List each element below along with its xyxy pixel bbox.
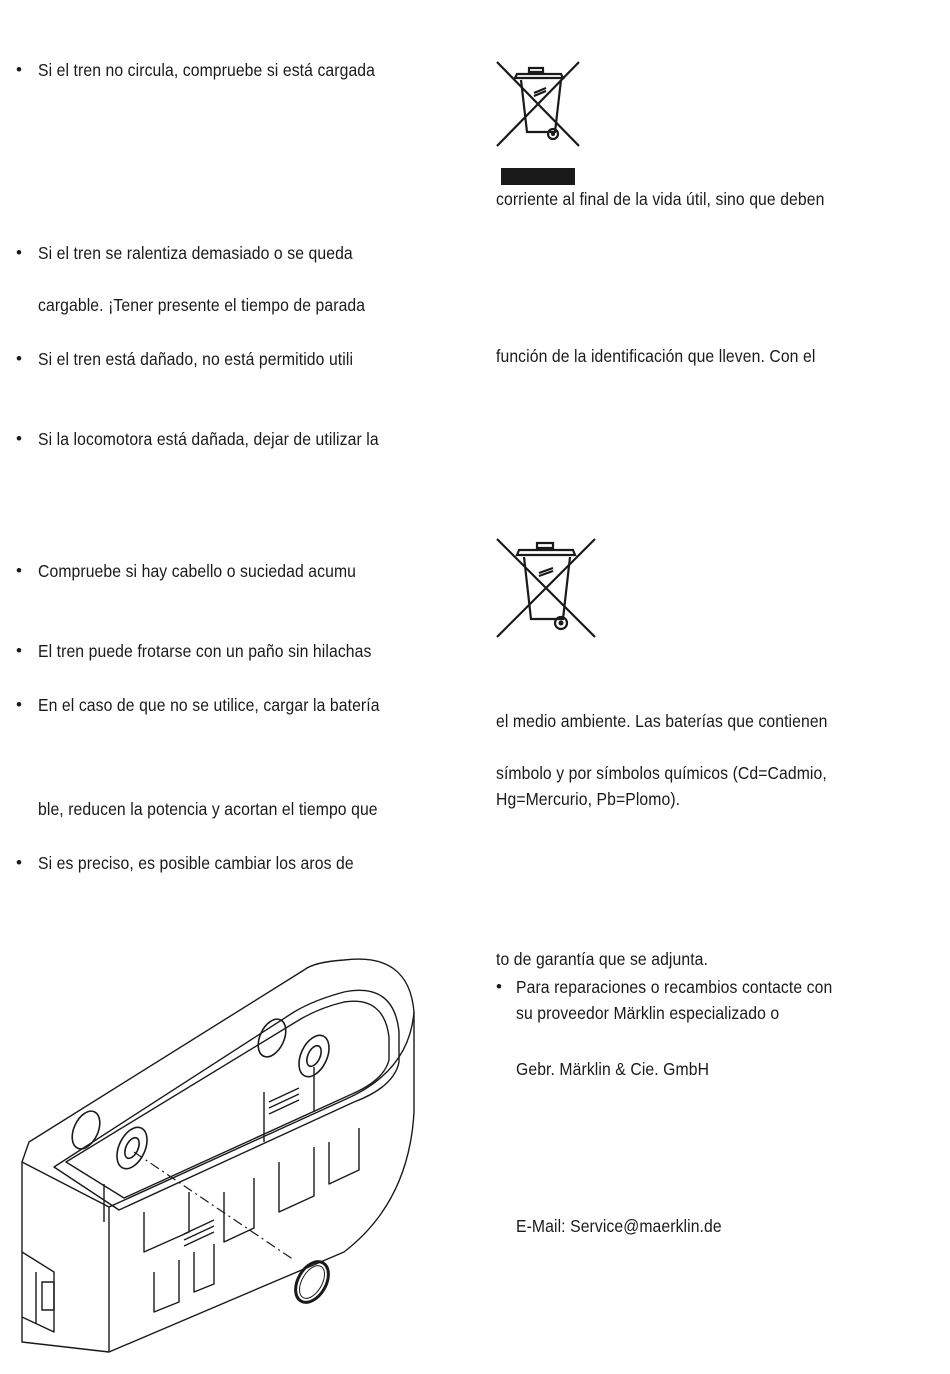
text-line: Si la locomotora está dañada, dejar de utilizar la bbox=[38, 429, 379, 449]
text-line: Compruebe si hay cabello o suciedad acumu bbox=[38, 561, 357, 581]
text-line: ble, reducen la potencia y acortan el tiempo que bbox=[38, 799, 378, 819]
text-line: Para reparaciones o recambios contacte con bbox=[516, 977, 833, 997]
text-line: su proveedor Märklin especializado o bbox=[516, 1003, 780, 1023]
bullet: • bbox=[16, 243, 22, 262]
text-line: Si el tren se ralentiza demasiado o se queda bbox=[38, 243, 353, 263]
locomotive-underside-illustration bbox=[14, 952, 419, 1357]
crossed-out-wheelie-bin-icon bbox=[493, 58, 583, 150]
bullet: • bbox=[16, 853, 22, 872]
bullet: • bbox=[496, 977, 502, 996]
text-line: Si es preciso, es posible cambiar los aros de bbox=[38, 853, 354, 873]
text-line: corriente al final de la vida útil, sino que deben bbox=[496, 189, 825, 209]
text-line: cargable. ¡Tener presente el tiempo de parada bbox=[38, 295, 366, 315]
text-line: El tren puede frotarse con un paño sin hilachas bbox=[38, 641, 372, 661]
black-bar-marking bbox=[501, 168, 575, 185]
bullet: • bbox=[16, 60, 22, 79]
text-line: Si el tren está dañado, no está permitido utili bbox=[38, 349, 354, 369]
text-line: símbolo y por símbolos químicos (Cd=Cadmio, bbox=[496, 763, 827, 783]
bullet: • bbox=[16, 349, 22, 368]
email-line: E-Mail: Service@maerklin.de bbox=[516, 1216, 722, 1236]
crossed-out-battery-bin-icon bbox=[493, 535, 599, 641]
text-line: Hg=Mercurio, Pb=Plomo). bbox=[496, 789, 681, 809]
text-line: to de garantía que se adjunta. bbox=[496, 949, 708, 969]
bullet: • bbox=[16, 641, 22, 660]
company-name: Gebr. Märklin & Cie. GmbH bbox=[516, 1059, 710, 1079]
bullet: • bbox=[16, 429, 22, 448]
text-line: el medio ambiente. Las baterías que contienen bbox=[496, 711, 828, 731]
text-line: función de la identificación que lleven. Con el bbox=[496, 346, 816, 366]
text-line: En el caso de que no se utilice, cargar la batería bbox=[38, 695, 380, 715]
text-line: Si el tren no circula, compruebe si está cargada bbox=[38, 60, 375, 80]
bullet: • bbox=[16, 561, 22, 580]
bullet: • bbox=[16, 695, 22, 714]
